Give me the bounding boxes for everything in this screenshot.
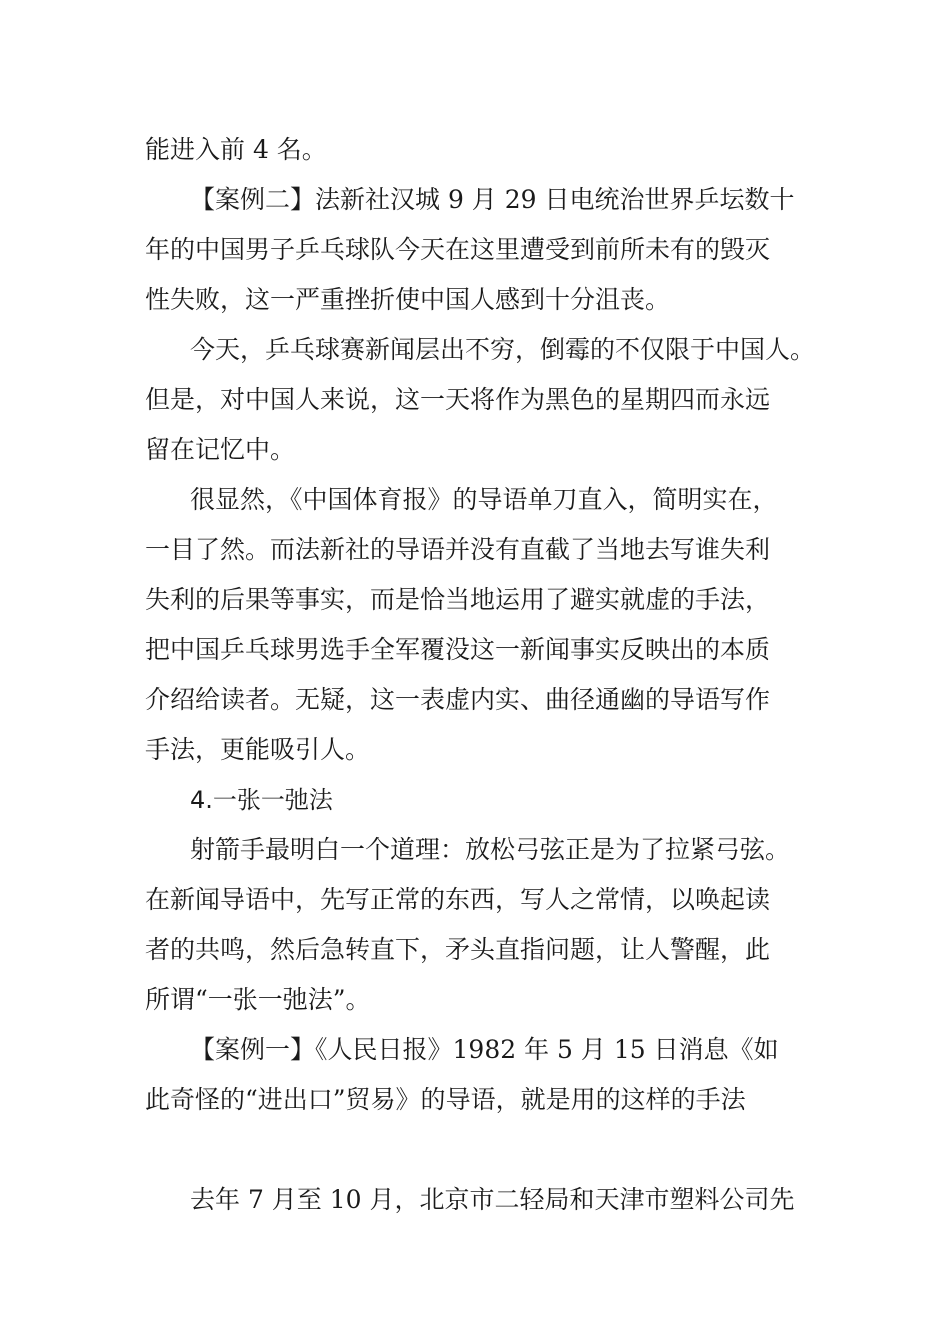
text-line: 性失败，这一严重挫折使中国人感到十分沮丧。 (145, 285, 671, 314)
text-line: 在新闻导语中，先写正常的东西，写人之常情，以唤起读 (145, 885, 771, 914)
text-line: 介绍给读者。无疑，这一表虚内实、曲径通幽的导语写作 (145, 685, 771, 714)
text-line: 但是，对中国人来说，这一天将作为黑色的星期四而永远 (145, 385, 771, 414)
text-line: 把中国乒乓球男选手全军覆没这一新闻事实反映出的本质 (145, 635, 771, 664)
text-line: 手法，更能吸引人。 (145, 735, 371, 764)
text-line: 射箭手最明白一个道理：放松弓弦正是为了拉紧弓弦。 (190, 835, 791, 864)
text-line: 今天，乒乓球赛新闻层出不穷，倒霉的不仅限于中国人。 (190, 335, 816, 364)
text-line: 一目了然。而法新社的导语并没有直截了当地去写谁失利 (145, 535, 771, 564)
text-line: 去年 7 月至 10 月，北京市二轻局和天津市塑料公司先 (190, 1185, 795, 1214)
text-line: 者的共鸣，然后急转直下，矛头直指问题，让人警醒，此 (145, 935, 771, 964)
text-line: 能进入前 4 名。 (145, 135, 327, 164)
text-line: 【案例一】《人民日报》1982 年 5 月 15 日消息《如 (190, 1035, 779, 1064)
text-line: 此奇怪的“进出口”贸易》的导语，就是用的这样的手法 (145, 1085, 746, 1114)
text-line: 失利的后果等事实，而是恰当地运用了避实就虚的手法， (145, 585, 771, 614)
text-line: 所谓“一张一弛法”。 (145, 985, 371, 1014)
text-line: 留在记忆中。 (145, 435, 296, 464)
section-heading: 4.一张一弛法 (190, 786, 333, 814)
text-line: 很显然，《中国体育报》的导语单刀直入，简明实在， (190, 485, 778, 514)
text-line: 年的中国男子乒乓球队今天在这里遭受到前所未有的毁灭 (145, 235, 771, 264)
text-line: 【案例二】法新社汉城 9 月 29 日电统治世界乒坛数十 (190, 185, 795, 214)
